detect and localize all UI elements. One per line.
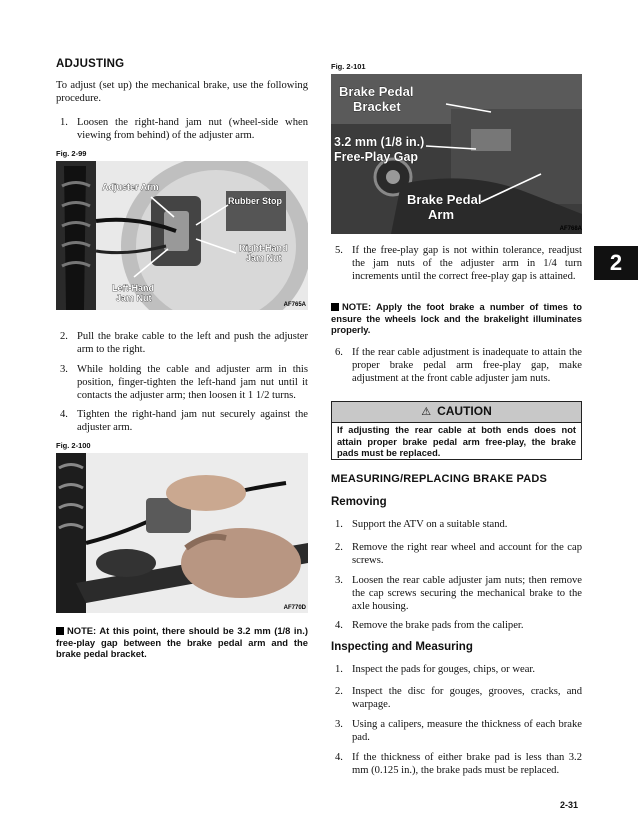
note-foot-brake xyxy=(331,301,582,336)
subheading-inspecting: Inspecting and Measuring xyxy=(331,641,473,653)
figure-code: AF770D xyxy=(283,605,306,611)
step-number: 3. xyxy=(60,364,68,375)
figure-label-2-99: Fig. 2-99 xyxy=(56,149,87,158)
step-number: 1. xyxy=(335,519,343,530)
step-text: Using a calipers, measure the thickness of each brake pad. xyxy=(352,719,582,743)
callout-right-jam-nut: Jam Nut xyxy=(246,253,282,263)
note-marker xyxy=(56,627,64,635)
inspecting-step-1 xyxy=(335,663,582,677)
step-text: Inspect the disc for gouges, grooves, cracks, and warpage. xyxy=(352,686,582,710)
step-number: 3. xyxy=(335,575,343,586)
inspecting-step-2 xyxy=(335,685,582,713)
step-number: 5. xyxy=(335,245,343,256)
subheading-removing: Removing xyxy=(331,496,387,508)
caution-text: If adjusting the rear cable at both ends does not attain proper brake pedal arm free-play, the brake pads must be replaced. xyxy=(331,422,582,460)
step-text: Inspect the pads for gouges, chips, or wear. xyxy=(352,664,535,675)
removing-step-2 xyxy=(335,541,582,569)
note-text: NOTE: Apply the foot brake a number of times to ensure the wheels lock and the brakelight illuminates properly. xyxy=(331,301,582,335)
step-number: 1. xyxy=(60,117,68,128)
step-text: Loosen the right-hand jam nut (wheel-side when viewing from behind) of the adjuster arm. xyxy=(77,117,308,141)
section-heading-adjusting: ADJUSTING xyxy=(56,58,125,70)
step-6 xyxy=(335,346,582,386)
callout-free-play-gap: Free-Play Gap xyxy=(334,150,419,164)
callout-adjuster-arm: Adjuster Arm xyxy=(102,182,159,192)
warning-icon: ⚠ xyxy=(421,405,432,418)
step-number: 2. xyxy=(60,331,68,342)
section-heading-measuring: MEASURING/REPLACING BRAKE PADS xyxy=(331,473,548,485)
inspecting-step-4 xyxy=(335,751,582,779)
step-number: 4. xyxy=(335,620,343,631)
removing-step-3 xyxy=(335,574,582,614)
figure-code-2-101: AF768A xyxy=(559,226,582,232)
figure-2-101-photo xyxy=(331,74,582,234)
step-number: 3. xyxy=(335,719,343,730)
step-number: 1. xyxy=(335,664,343,675)
note-text: NOTE: At this point, there should be 3.2 mm (1/8 in.) free-play gap between the brake pedal arm and the brake pedal bracket. xyxy=(56,625,308,659)
step-text: If the thickness of either brake pad is less than 3.2 mm (0.125 in.), the brake pads must be replaced. xyxy=(352,752,582,776)
inspecting-step-3 xyxy=(335,718,582,746)
callout-arm: Arm xyxy=(428,207,455,222)
callout-brake-pedal: Brake Pedal xyxy=(339,84,414,99)
step-text: Remove the right rear wheel and account for the cap screws. xyxy=(352,542,582,566)
callout-brake-pedal-2: Brake Pedal xyxy=(407,192,482,207)
step-number: 4. xyxy=(60,409,68,420)
figure-label-2-101: Fig. 2-101 xyxy=(331,62,366,71)
removing-step-4 xyxy=(335,619,582,633)
note-marker xyxy=(331,303,339,311)
step-5 xyxy=(335,244,582,296)
intro-paragraph: To adjust (set up) the mechanical brake, use the following procedure. xyxy=(56,80,308,104)
caution-title: CAUTION xyxy=(437,404,492,418)
caution-header xyxy=(331,401,582,423)
callout-right-hand: Right-Hand xyxy=(239,243,288,253)
figure-2-100-photo xyxy=(56,453,308,613)
step-number: 2. xyxy=(335,686,343,697)
step-4 xyxy=(60,408,308,436)
step-number: 4. xyxy=(335,752,343,763)
step-text: Pull the brake cable to the left and push the adjuster arm to the right. xyxy=(77,331,308,355)
step-number: 2. xyxy=(335,542,343,553)
step-text: Loosen the rear cable adjuster jam nuts; then remove the cap screws securing the mechanical brake to the axle housing. xyxy=(352,575,582,612)
step-text: Remove the brake pads from the caliper. xyxy=(352,620,524,631)
chapter-tab: 2 xyxy=(594,246,638,280)
figure-code: AF765A xyxy=(283,302,306,308)
step-text: While holding the cable and adjuster arm in this position, finger-tighten the left-hand jam nut until it contacts the adjuster arm; then loosen it 1 1/2 turns. xyxy=(77,364,308,401)
step-number: 6. xyxy=(335,347,343,358)
page-number: 2-31 xyxy=(560,800,579,810)
callout-rubber-stop: Rubber Stop xyxy=(228,196,282,206)
callout-gap-size: 3.2 mm (1/8 in.) xyxy=(334,135,425,149)
note-free-play xyxy=(56,625,308,660)
callout-bracket: Bracket xyxy=(353,99,401,114)
figure-2-99-photo xyxy=(56,161,308,310)
callout-left-jam-nut: Jam Nut xyxy=(116,293,152,303)
step-1 xyxy=(60,116,308,144)
step-text: If the rear cable adjustment is inadequate to attain the proper brake pedal arm free-play gap, make adjustment at the front cable adjuster jam nuts. xyxy=(352,347,582,384)
step-text: If the free-play gap is not within tolerance, readjust the jam nuts of the adjuster arm in 1/4 turn increments until the correct free-play gap is attained. xyxy=(352,245,582,282)
step-text: Tighten the right-hand jam nut securely against the adjuster arm. xyxy=(77,409,308,433)
step-2 xyxy=(60,330,308,358)
removing-step-1 xyxy=(335,518,582,532)
callout-left-hand: Left-Hand xyxy=(112,283,154,293)
step-3 xyxy=(60,363,308,403)
step-text: Support the ATV on a suitable stand. xyxy=(352,519,508,530)
figure-label-2-100: Fig. 2-100 xyxy=(56,441,91,450)
